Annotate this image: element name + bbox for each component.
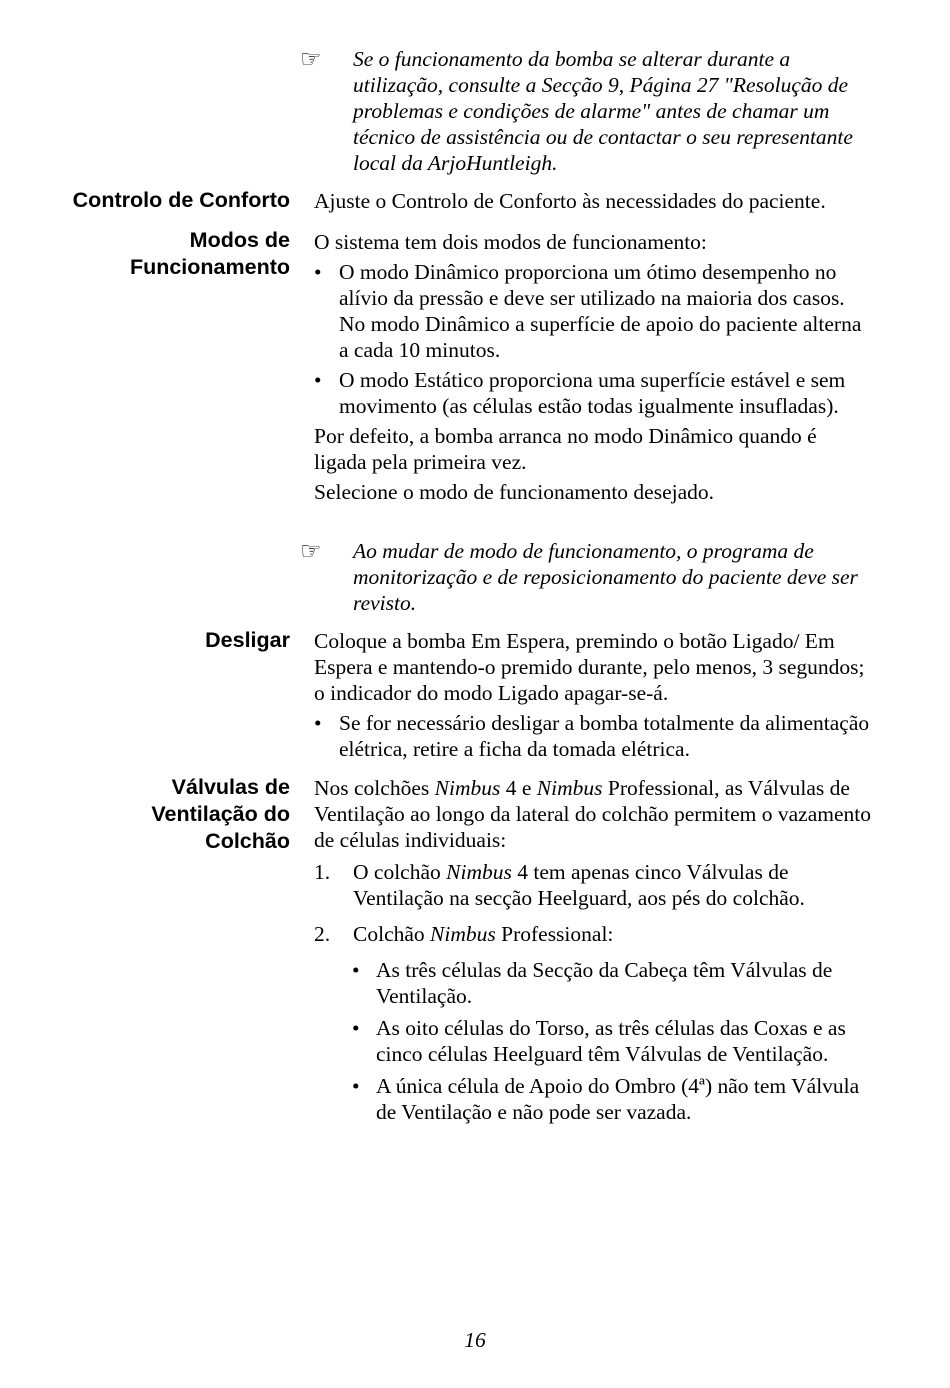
note-text: Se o funcionamento da bomba se alterar durante a utilização, consulte a Secção 9, Página 27 "Resolução de problemas e condições de alarme" antes de chamar um técnico de assistência ou de contactar o seu representante local da ArjoHuntleigh.	[353, 47, 853, 175]
text-run: Professional, as Válvulas de Ventilação ao longo da lateral do colchão permitem o vazamento de células individuais:	[314, 776, 871, 852]
heading-switch-off: Desligar	[205, 628, 290, 652]
list-item	[314, 710, 874, 762]
list-item	[314, 859, 874, 911]
valves-intro	[314, 775, 874, 853]
note-text: Ao mudar de modo de funcionamento, o programa de monitorização e de reposicionamento do paciente deve ser revisto.	[353, 539, 858, 615]
bullet-text: O modo Estático proporciona uma superfície estável e sem movimento (as células estão todas igualmente insufladas).	[339, 368, 846, 418]
list-item	[314, 921, 874, 947]
bullet-marker: •	[314, 260, 322, 284]
bullet-marker: •	[314, 368, 322, 392]
note-mode-change	[300, 538, 870, 616]
list-item	[314, 957, 874, 1009]
bullet-text: Se for necessário desligar a bomba totalmente da alimentação elétrica, retire a ficha da tomada elétrica.	[339, 711, 870, 761]
list-item	[314, 1073, 874, 1125]
bullet-text: As três células da Secção da Cabeça têm Válvulas de Ventilação.	[376, 958, 833, 1008]
heading-operating-modes	[30, 227, 290, 281]
heading-line: Ventilação do	[151, 802, 290, 826]
text-run: Professional:	[495, 922, 614, 946]
text-run: Nos colchões	[314, 776, 435, 800]
list-item	[314, 259, 874, 363]
comfort-text: Ajuste o Controlo de Conforto às necessidades do paciente.	[314, 189, 826, 213]
modes-select-text: Selecione o modo de funcionamento desejado.	[314, 480, 715, 504]
bullet-marker: •	[314, 711, 322, 735]
note-troubleshooting	[300, 46, 870, 176]
modes-intro: O sistema tem dois modos de funcionamento:	[314, 230, 707, 254]
text-run: O colchão	[353, 860, 447, 884]
section-operating-modes	[314, 229, 874, 505]
section-switch-off	[314, 628, 874, 762]
heading-comfort-control: Controlo de Conforto	[72, 188, 290, 212]
page-number: 16	[464, 1328, 486, 1352]
heading-line: Funcionamento	[129, 255, 290, 279]
modes-default-text: Por defeito, a bomba arranca no modo Dinâmico quando é ligada pela primeira vez.	[314, 424, 817, 474]
product-name: Nimbus	[536, 776, 603, 800]
heading-line: Válvulas de	[171, 775, 290, 799]
bullet-marker: •	[352, 958, 360, 982]
list-item	[314, 1015, 874, 1067]
heading-vent-valves	[30, 774, 290, 855]
heading-line: Modos de	[189, 228, 290, 252]
product-name: Nimbus	[434, 776, 501, 800]
bullet-text: As oito células do Torso, as três células das Coxas e as cinco células Heelguard têm Válvulas de Ventilação.	[376, 1016, 846, 1066]
bullet-marker: •	[352, 1016, 360, 1040]
text-run: 4 tem apenas cinco Válvulas de Ventilação na secção Heelguard, aos pés do colchão.	[353, 860, 805, 910]
text-run: 4 e	[500, 776, 537, 800]
item-number: 2.	[314, 922, 331, 946]
bullet-text: O modo Dinâmico proporciona um ótimo desempenho no alívio da pressão e deve ser utilizado na maioria dos casos. No modo Dinâmico a superfície de apoio do paciente alterna a cada 10 minutos.	[339, 260, 862, 362]
product-name: Nimbus	[430, 922, 496, 946]
text-run: Colchão	[353, 922, 431, 946]
bullet-text: A única célula de Apoio do Ombro (4ª) não tem Válvula de Ventilação e não pode ser vazada.	[376, 1074, 860, 1124]
item-number: 1.	[314, 860, 331, 884]
pointing-hand-icon: ☞	[300, 537, 322, 565]
section-vent-valves	[314, 775, 874, 1125]
product-name: Nimbus	[446, 860, 512, 884]
list-item	[314, 367, 874, 419]
heading-line: Colchão	[205, 829, 290, 853]
switch-off-text: Coloque a bomba Em Espera, premindo o botão Ligado/ Em Espera e mantendo-o premido durante, pelo menos, 3 segundos; o indicador do modo Ligado apagar-se-á.	[314, 629, 865, 705]
bullet-marker: •	[352, 1074, 360, 1098]
pointing-hand-icon: ☞	[300, 45, 322, 73]
section-comfort-control	[314, 188, 874, 214]
